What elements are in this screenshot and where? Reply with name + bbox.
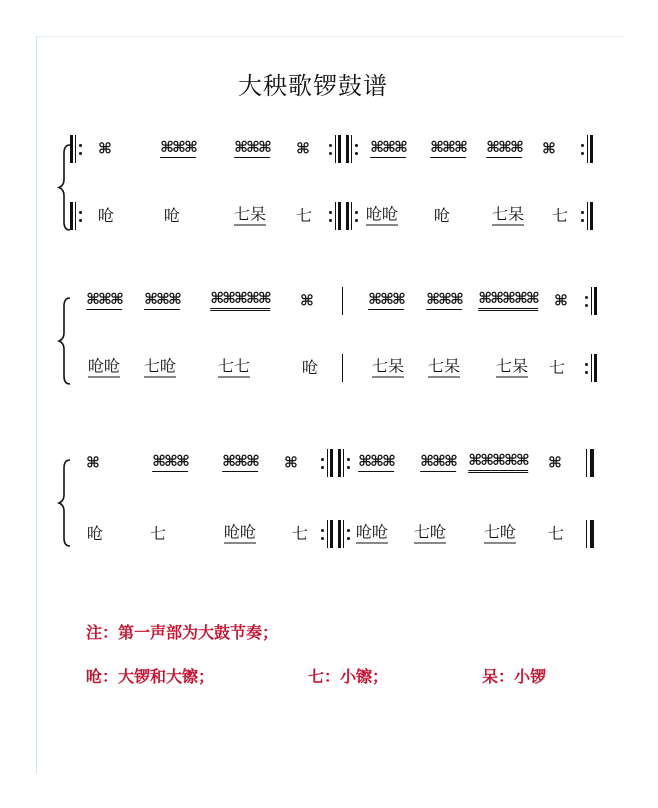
barline-start: [66, 135, 88, 163]
barline-start: [342, 202, 364, 230]
drum-beat: ⌘⌘⌘: [144, 290, 180, 308]
gong-syllable: 七呆: [371, 356, 405, 376]
drum-beat: ⌘⌘⌘⌘⌘: [478, 291, 538, 311]
drum-beat: ⌘: [548, 453, 560, 472]
barline-single: [332, 354, 354, 382]
gong-syllable: 呛: [433, 206, 451, 225]
gong-syllable: 七呆: [427, 356, 461, 376]
gong-syllable: 七呆: [233, 204, 267, 224]
drum-beat: ⌘⌘⌘: [368, 290, 404, 308]
note-qiang: 呛：大锣和大镲；: [86, 667, 215, 686]
drum-beat: ⌘: [300, 291, 312, 310]
note-dai: 呆：小锣: [482, 667, 547, 686]
drum-beat: ⌘: [86, 453, 98, 472]
note-qi: 七：小镲；: [308, 667, 389, 686]
gong-syllable: 七呛: [413, 522, 447, 542]
barline-end: [582, 287, 604, 315]
gong-syllable: 七: [551, 206, 569, 225]
note-drum-part: 注：第一声部为大鼓节奏；: [86, 623, 279, 642]
drum-beat: ⌘: [542, 139, 554, 158]
system-brace: [56, 296, 74, 386]
gong-syllable: 呛呛: [365, 204, 399, 224]
drum-beat: ⌘⌘⌘: [370, 138, 406, 156]
gong-syllable: 七呛: [143, 356, 177, 376]
drum-beat: ⌘⌘⌘: [358, 452, 394, 470]
gong-syllable: 呛: [301, 358, 319, 377]
drum-beat: ⌘: [296, 139, 308, 158]
gong-syllable: 七呆: [491, 204, 525, 224]
drum-beat: ⌘⌘⌘: [222, 452, 258, 470]
gong-syllable: 七七: [217, 356, 251, 376]
drum-beat: ⌘⌘⌘: [152, 452, 188, 470]
drum-beat: ⌘⌘⌘⌘⌘: [468, 453, 528, 473]
gong-syllable: 呛呛: [223, 522, 257, 542]
barline-final: [578, 520, 600, 548]
barline-end: [578, 135, 600, 163]
system-brace: [56, 458, 74, 548]
score-title: 大秧歌锣鼓谱: [238, 72, 388, 100]
drum-beat: ⌘: [554, 291, 566, 310]
drum-beat: ⌘⌘⌘⌘⌘: [210, 291, 270, 311]
gong-syllable: 七: [295, 206, 313, 225]
drum-beat: ⌘⌘⌘: [426, 290, 462, 308]
barline-single: [332, 287, 354, 315]
drum-beat: ⌘: [284, 453, 296, 472]
barline-end: [578, 202, 600, 230]
gong-syllable: 七: [548, 358, 566, 377]
barline-start: [342, 135, 364, 163]
drum-beat: ⌘⌘⌘: [234, 138, 270, 156]
gong-syllable: 呛: [97, 206, 115, 225]
barline-start: [334, 449, 356, 477]
gong-syllable: 七呆: [495, 356, 529, 376]
drum-beat: ⌘⌘⌘: [86, 290, 122, 308]
gong-syllable: 呛: [86, 524, 104, 543]
gong-syllable: 七: [291, 524, 309, 543]
drum-beat: ⌘: [98, 139, 110, 158]
gong-syllable: 呛: [163, 206, 181, 225]
gong-syllable: 七: [149, 524, 167, 543]
gong-syllable: 七呛: [483, 522, 517, 542]
gong-syllable: 七: [547, 524, 565, 543]
barline-start: [66, 202, 88, 230]
barline-end: [582, 354, 604, 382]
drum-beat: ⌘⌘⌘: [420, 452, 456, 470]
drum-beat: ⌘⌘⌘: [160, 138, 196, 156]
gong-syllable: 呛呛: [355, 522, 389, 542]
drum-beat: ⌘⌘⌘: [486, 138, 522, 156]
drum-beat: ⌘⌘⌘: [430, 138, 466, 156]
barline-final: [578, 449, 600, 477]
gong-syllable: 呛呛: [87, 356, 121, 376]
barline-start: [334, 520, 356, 548]
